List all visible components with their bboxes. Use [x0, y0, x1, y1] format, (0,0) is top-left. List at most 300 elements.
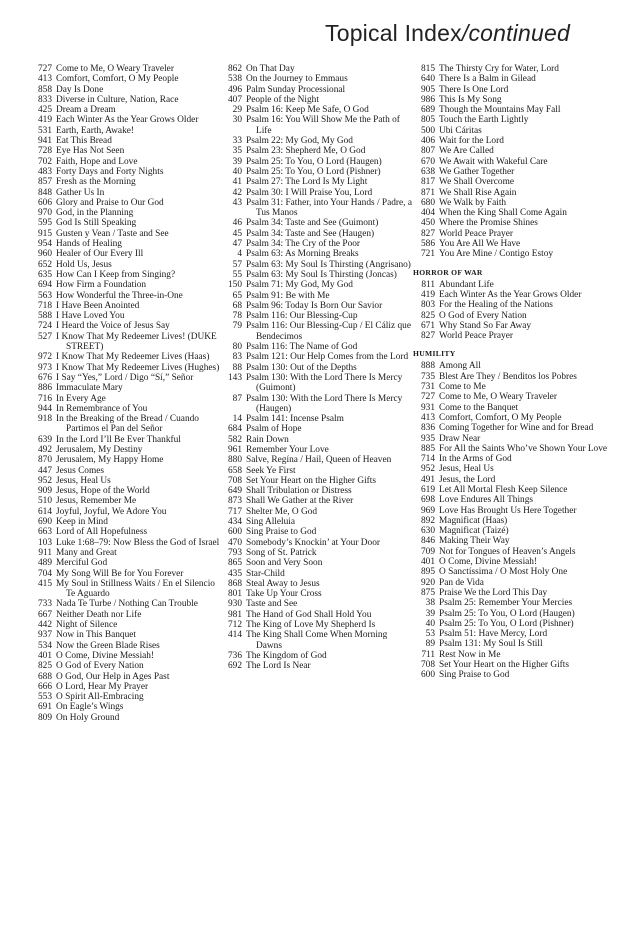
hymn-title: Take Up Your Cross	[246, 589, 322, 600]
hymn-number: 973	[37, 362, 52, 373]
hymn-number: 435	[227, 568, 242, 579]
index-column-2	[220, 64, 413, 914]
index-entry	[220, 105, 413, 115]
hymn-title: Psalm 141: Incense Psalm	[246, 414, 344, 425]
index-entry	[413, 670, 610, 680]
hymn-number: 87	[232, 393, 242, 404]
hymn-title: The Lord Is Near	[246, 661, 311, 672]
hymn-number: 885	[420, 443, 435, 454]
index-entry	[30, 692, 220, 702]
hymn-number: 970	[37, 208, 52, 219]
hymn-number: 704	[37, 568, 52, 579]
hymn-title: I Know That My Redeemer Lives (Hughes)	[56, 362, 220, 373]
index-entry	[220, 229, 413, 239]
hymn-title: In Remembrance of You	[56, 403, 148, 414]
hymn-number: 652	[37, 259, 52, 270]
hymn-title: Diverse in Culture, Nation, Race	[56, 94, 179, 105]
index-entry	[220, 486, 413, 496]
index-entry	[220, 496, 413, 506]
index-entry	[30, 414, 220, 435]
hymn-title: Somebody’s Knockin’ at Your Door	[246, 537, 381, 548]
index-entry	[413, 639, 610, 649]
index-entry	[413, 423, 610, 433]
hymn-number: 801	[227, 589, 242, 600]
hymn-number: 103	[37, 537, 52, 548]
index-entry	[220, 579, 413, 589]
index-entry	[413, 629, 610, 639]
hymn-title: Hands of Healing	[56, 239, 122, 250]
index-entry	[220, 414, 413, 424]
hymn-number: 880	[227, 455, 242, 466]
hymn-number: 708	[420, 660, 435, 671]
hymn-number: 709	[420, 546, 435, 557]
hymn-title: O Lord, Hear My Prayer	[56, 681, 149, 692]
hymn-number: 483	[37, 166, 52, 177]
hymn-title: Psalm 22: My God, My God	[246, 136, 353, 147]
hymn-number: 811	[421, 279, 435, 290]
hymn-number: 803	[420, 300, 435, 311]
section-heading: HORROR OF WAR	[413, 267, 483, 277]
hymn-number: 531	[37, 125, 52, 136]
index-entry	[413, 557, 610, 567]
hymn-title: Sing Praise to God	[439, 670, 510, 681]
hymn-number: 640	[420, 74, 435, 85]
hymn-number: 600	[420, 670, 435, 681]
hymn-number: 500	[420, 125, 435, 136]
index-entry	[220, 569, 413, 579]
hymn-number: 807	[420, 146, 435, 157]
hymn-title: Psalm 63: As Morning Breaks	[246, 249, 359, 260]
index-entry	[220, 517, 413, 527]
index-entry	[413, 280, 610, 290]
hymn-number: 470	[227, 537, 242, 548]
hymn-number: 895	[420, 567, 435, 578]
hymn-number: 712	[227, 620, 242, 631]
page-title-continued: /continued	[461, 20, 570, 46]
hymn-number: 658	[227, 465, 242, 476]
index-entry	[220, 599, 413, 609]
hymn-number: 960	[37, 249, 52, 260]
index-entry	[220, 352, 413, 362]
hymn-number: 83	[232, 352, 242, 363]
index-entry	[30, 115, 220, 125]
hymn-number: 862	[227, 64, 242, 74]
hymn-number: 920	[420, 577, 435, 588]
hymn-title: On Eagle’s Wings	[56, 702, 124, 713]
hymn-number: 527	[37, 331, 52, 342]
topical-index-columns	[30, 64, 610, 914]
hymn-number: 30	[232, 115, 242, 126]
hymn-number: 724	[37, 321, 52, 332]
hymn-title: Magnificat (Haas)	[439, 515, 508, 526]
hymn-number: 827	[420, 331, 435, 342]
index-entry	[30, 435, 220, 445]
index-entry	[30, 610, 220, 620]
index-entry	[413, 85, 610, 95]
hymn-number: 29	[232, 105, 242, 116]
hymn-number: 905	[420, 84, 435, 95]
hymn-number: 663	[37, 527, 52, 538]
hymn-number: 871	[420, 187, 435, 198]
hymn-title: We Shall Rise Again	[439, 187, 517, 198]
hymn-number: 727	[37, 64, 52, 74]
index-entry	[220, 538, 413, 548]
hymn-number: 848	[37, 187, 52, 198]
hymn-title: Psalm 23: Shepherd Me, O God	[246, 146, 366, 157]
hymn-title: We Gather Together	[439, 166, 515, 177]
index-entry	[30, 126, 220, 136]
index-entry	[413, 218, 610, 228]
hymn-title: Keep in Mind	[56, 517, 108, 528]
hymn-title: There Is One Lord	[439, 84, 509, 95]
index-entry	[30, 496, 220, 506]
hymn-title: Making Their Way	[439, 536, 510, 547]
index-entry	[220, 136, 413, 146]
hymn-number: 886	[37, 383, 52, 394]
hymn-number: 614	[37, 506, 52, 517]
hymn-number: 41	[232, 177, 242, 188]
hymn-number: 941	[37, 136, 52, 147]
index-entry	[413, 609, 610, 619]
index-entry	[413, 588, 610, 598]
index-entry	[413, 126, 610, 136]
hymn-title: Psalm 34: The Cry of the Poor	[246, 239, 361, 250]
hymn-number: 42	[232, 187, 242, 198]
hymn-title: Psalm 91: Be with Me	[246, 290, 330, 301]
hymn-title: The Thirsty Cry for Water, Lord	[439, 64, 559, 74]
hymn-number: 413	[420, 412, 435, 423]
hymn-title: Come to Me, O Weary Traveler	[56, 64, 174, 74]
index-entry	[413, 208, 610, 218]
hymn-title: Palm Sunday Processional	[246, 84, 346, 95]
index-entry	[220, 95, 413, 105]
index-entry	[220, 466, 413, 476]
index-entry	[220, 620, 413, 630]
index-entry	[30, 394, 220, 404]
hymn-title: Psalm 116: Our Blessing-Cup	[246, 311, 358, 322]
index-entry	[220, 651, 413, 661]
hymn-number: 538	[227, 74, 242, 85]
hymn-number: 415	[37, 578, 52, 589]
hymn-title: Where the Promise Shines	[439, 218, 538, 229]
hymn-number: 401	[420, 557, 435, 568]
index-entry	[30, 260, 220, 270]
hymn-number: 88	[232, 362, 242, 373]
hymn-title: The King Shall Come When Morning Dawns	[246, 630, 388, 651]
hymn-title: In the Breaking of the Bread / Cuando Partimos el Pan del Señor	[56, 414, 199, 435]
index-entry	[413, 526, 610, 536]
hymn-title: Psalm 25: To You, O Lord (Haugen)	[439, 608, 575, 619]
hymn-title: Come to the Banquet	[439, 402, 519, 413]
index-entry	[220, 291, 413, 301]
hymn-number: 817	[420, 177, 435, 188]
hymn-number: 619	[420, 484, 435, 495]
hymn-number: 873	[227, 496, 242, 507]
index-entry	[220, 301, 413, 311]
hymn-number: 702	[37, 156, 52, 167]
index-entry	[30, 229, 220, 239]
index-entry	[30, 208, 220, 218]
index-entry	[413, 321, 610, 331]
hymn-number: 47	[232, 239, 242, 250]
index-entry	[413, 74, 610, 84]
hymn-title: Psalm 51: Have Mercy, Lord	[439, 629, 548, 640]
hymn-number: 676	[37, 372, 52, 383]
index-entry	[220, 74, 413, 84]
hymn-number: 735	[420, 371, 435, 382]
hymn-title: Each Winter As the Year Grows Older	[439, 289, 582, 300]
index-entry	[220, 527, 413, 537]
hymn-title: Psalm 116: The Name of God	[246, 342, 358, 353]
hymn-title: Merciful God	[56, 558, 108, 569]
hymn-number: 65	[232, 290, 242, 301]
hymn-number: 413	[37, 74, 52, 85]
hymn-title: Hold Us, Jesus	[56, 259, 112, 270]
hymn-title: Earth, Earth, Awake!	[56, 125, 135, 136]
index-entry	[413, 578, 610, 588]
index-column-3	[413, 64, 610, 914]
hymn-number: 635	[37, 269, 52, 280]
index-entry	[413, 95, 610, 105]
index-entry	[413, 331, 610, 341]
index-entry	[220, 476, 413, 486]
index-entry	[220, 239, 413, 249]
hymn-number: 708	[227, 475, 242, 486]
hymn-title: For the Healing of the Nations	[439, 300, 553, 311]
hymn-title: Luke 1:68–79: Now Bless the God of Israel	[56, 537, 220, 548]
index-entry	[30, 445, 220, 455]
index-entry	[220, 589, 413, 599]
index-entry	[30, 301, 220, 311]
index-entry	[30, 198, 220, 208]
hymn-number: 670	[420, 156, 435, 167]
hymn-title: Jesus, the Lord	[439, 474, 496, 485]
hymn-title: Love Has Brought Us Here Together	[439, 505, 577, 516]
hymn-title: Let All Mortal Flesh Keep Silence	[439, 484, 568, 495]
index-entry	[30, 383, 220, 393]
index-entry	[413, 382, 610, 392]
hymn-number: 39	[425, 608, 435, 619]
index-entry	[413, 660, 610, 670]
hymn-number: 689	[420, 105, 435, 116]
index-entry	[30, 146, 220, 156]
hymn-number: 143	[227, 372, 242, 383]
index-entry	[30, 569, 220, 579]
hymn-title: You Are All We Have	[439, 239, 521, 250]
hymn-title: Come to Me, O Weary Traveler	[439, 392, 557, 403]
index-entry	[413, 115, 610, 125]
hymn-title: Joyful, Joyful, We Adore You	[56, 506, 167, 517]
page-title	[325, 20, 570, 47]
hymn-number: 690	[37, 517, 52, 528]
hymn-number: 954	[37, 239, 52, 250]
hymn-title: Praise We the Lord This Day	[439, 587, 548, 598]
hymn-title: World Peace Prayer	[439, 331, 513, 342]
hymn-number: 39	[232, 156, 242, 167]
hymn-title: The Kingdom of God	[246, 650, 327, 661]
index-entry	[413, 136, 610, 146]
hymn-number: 961	[227, 444, 242, 455]
hymn-title: Psalm 25: Remember Your Mercies	[439, 598, 573, 609]
hymn-title: Day Is Done	[56, 84, 104, 95]
hymn-title: Psalm 34: Taste and See (Guimont)	[246, 218, 379, 229]
hymn-title: On Holy Ground	[56, 712, 120, 723]
hymn-title: Psalm 63: My Soul Is Thirsting (Angrisano)	[246, 259, 411, 270]
index-entry	[413, 413, 610, 423]
page-title-main: Topical Index	[325, 20, 462, 46]
index-entry	[413, 177, 610, 187]
hymn-title: Dream a Dream	[56, 105, 116, 116]
hymn-number: 691	[37, 702, 52, 713]
index-entry	[220, 507, 413, 517]
hymn-number: 688	[37, 671, 52, 682]
section-heading: HUMILITY	[413, 349, 456, 359]
index-entry	[30, 188, 220, 198]
hymn-number: 694	[37, 280, 52, 291]
hymn-number: 846	[420, 536, 435, 547]
hymn-number: 414	[227, 630, 242, 641]
index-entry	[220, 188, 413, 198]
hymn-number: 727	[420, 392, 435, 403]
hymn-title: This Is My Song	[439, 94, 502, 105]
hymn-number: 606	[37, 197, 52, 208]
hymn-number: 489	[37, 558, 52, 569]
hymn-title: World Peace Prayer	[439, 228, 513, 239]
hymn-number: 930	[227, 599, 242, 610]
hymn-title: Immaculate Mary	[56, 383, 123, 394]
hymn-title: O God, Our Help in Ages Past	[56, 671, 170, 682]
hymn-title: Salve, Regína / Hail, Queen of Heaven	[246, 455, 392, 466]
hymn-number: 447	[37, 465, 52, 476]
hymn-title: Draw Near	[439, 433, 481, 444]
hymn-number: 875	[420, 587, 435, 598]
index-entry	[413, 650, 610, 660]
hymn-title: We Shall Overcome	[439, 177, 515, 188]
index-entry	[30, 466, 220, 476]
index-entry	[30, 517, 220, 527]
hymn-number: 630	[420, 526, 435, 537]
hymn-number: 868	[227, 578, 242, 589]
index-entry	[30, 105, 220, 115]
hymn-number: 40	[425, 618, 435, 629]
index-entry	[30, 558, 220, 568]
index-entry	[220, 157, 413, 167]
hymn-title: Remember Your Love	[246, 444, 329, 455]
hymn-number: 80	[232, 342, 242, 353]
hymn-title: Eye Has Not Seen	[56, 146, 125, 157]
index-entry	[413, 547, 610, 557]
hymn-title: In the Arms of God	[439, 454, 512, 465]
hymn-title: Magnificat (Taizé)	[439, 526, 509, 537]
index-entry	[30, 321, 220, 331]
hymn-number: 827	[420, 228, 435, 239]
index-entry	[220, 260, 413, 270]
hymn-number: 35	[232, 146, 242, 157]
hymn-number: 711	[421, 649, 435, 660]
index-entry	[220, 558, 413, 568]
hymn-number: 733	[37, 599, 52, 610]
hymn-title: How Wonderful the Three-in-One	[56, 290, 183, 301]
hymn-number: 825	[420, 310, 435, 321]
index-entry	[413, 198, 610, 208]
hymn-title: Ubi Cáritas	[439, 125, 482, 136]
hymn-number: 793	[227, 547, 242, 558]
hymn-number: 595	[37, 218, 52, 229]
hymn-title: Not for Tongues of Heaven’s Angels	[439, 546, 576, 557]
index-entry	[413, 495, 610, 505]
index-entry	[30, 630, 220, 640]
hymn-number: 38	[425, 598, 435, 609]
index-entry	[30, 85, 220, 95]
hymn-number: 833	[37, 94, 52, 105]
hymn-title: Psalm 130: With the Lord There Is Mercy (Guimont)	[246, 372, 403, 394]
index-entry	[220, 363, 413, 373]
hymn-title: Jerusalem, My Destiny	[56, 444, 143, 455]
index-entry	[413, 536, 610, 546]
index-entry	[220, 64, 413, 74]
hymn-title: Psalm 16: Keep Me Safe, O God	[246, 105, 369, 116]
hymn-title: How Firm a Foundation	[56, 280, 147, 291]
hymn-number: 588	[37, 311, 52, 322]
hymn-number: 892	[420, 515, 435, 526]
index-entry	[30, 476, 220, 486]
hymn-title: O God of Every Nation	[56, 661, 144, 672]
index-entry	[30, 599, 220, 609]
index-entry	[413, 475, 610, 485]
index-entry	[220, 445, 413, 455]
hymn-title: O Spirit All-Embracing	[56, 692, 144, 703]
hymn-title: I Know That My Redeemer Lives! (DUKE STREET)	[56, 331, 217, 353]
hymn-number: 944	[37, 403, 52, 414]
index-entry	[220, 610, 413, 620]
hymn-number: 491	[420, 474, 435, 485]
hymn-title: My Song Will Be for You Forever	[56, 568, 184, 579]
hymn-title: Psalm 25: To You, O Lord (Haugen)	[246, 156, 382, 167]
index-entry	[30, 280, 220, 290]
hymn-title: Psalm 31: Father, into Your Hands / Padre, a Tus Manos	[246, 197, 412, 219]
hymn-title: Set Your Heart on the Higher Gifts	[439, 660, 570, 671]
hymn-number: 805	[420, 115, 435, 126]
index-entry	[30, 672, 220, 682]
hymn-title: Taste and See	[246, 599, 298, 610]
index-entry	[30, 404, 220, 414]
hymn-title: Seek Ye First	[246, 465, 296, 476]
hymn-number: 492	[37, 444, 52, 455]
index-entry	[220, 280, 413, 290]
hymn-title: Now in This Banquet	[56, 630, 137, 641]
index-entry	[30, 157, 220, 167]
index-entry	[413, 157, 610, 167]
hymn-number: 718	[37, 300, 52, 311]
index-entry	[413, 239, 610, 249]
hymn-title: Why Stand So Far Away	[439, 320, 532, 331]
hymn-number: 419	[37, 115, 52, 126]
index-entry	[413, 485, 610, 495]
hymn-title: Neither Death nor Life	[56, 609, 142, 620]
index-entry	[413, 392, 610, 402]
index-entry	[413, 249, 610, 259]
hymn-title: Gusten y Vean / Taste and See	[56, 228, 169, 239]
hymn-number: 981	[227, 609, 242, 620]
hymn-title: Shelter Me, O God	[246, 506, 318, 517]
hymn-number: 667	[37, 609, 52, 620]
hymn-number: 969	[420, 505, 435, 516]
hymn-number: 586	[420, 239, 435, 250]
hymn-number: 836	[420, 423, 435, 434]
index-entry	[220, 321, 413, 342]
hymn-title: Many and Great	[56, 547, 117, 558]
hymn-number: 931	[420, 402, 435, 413]
